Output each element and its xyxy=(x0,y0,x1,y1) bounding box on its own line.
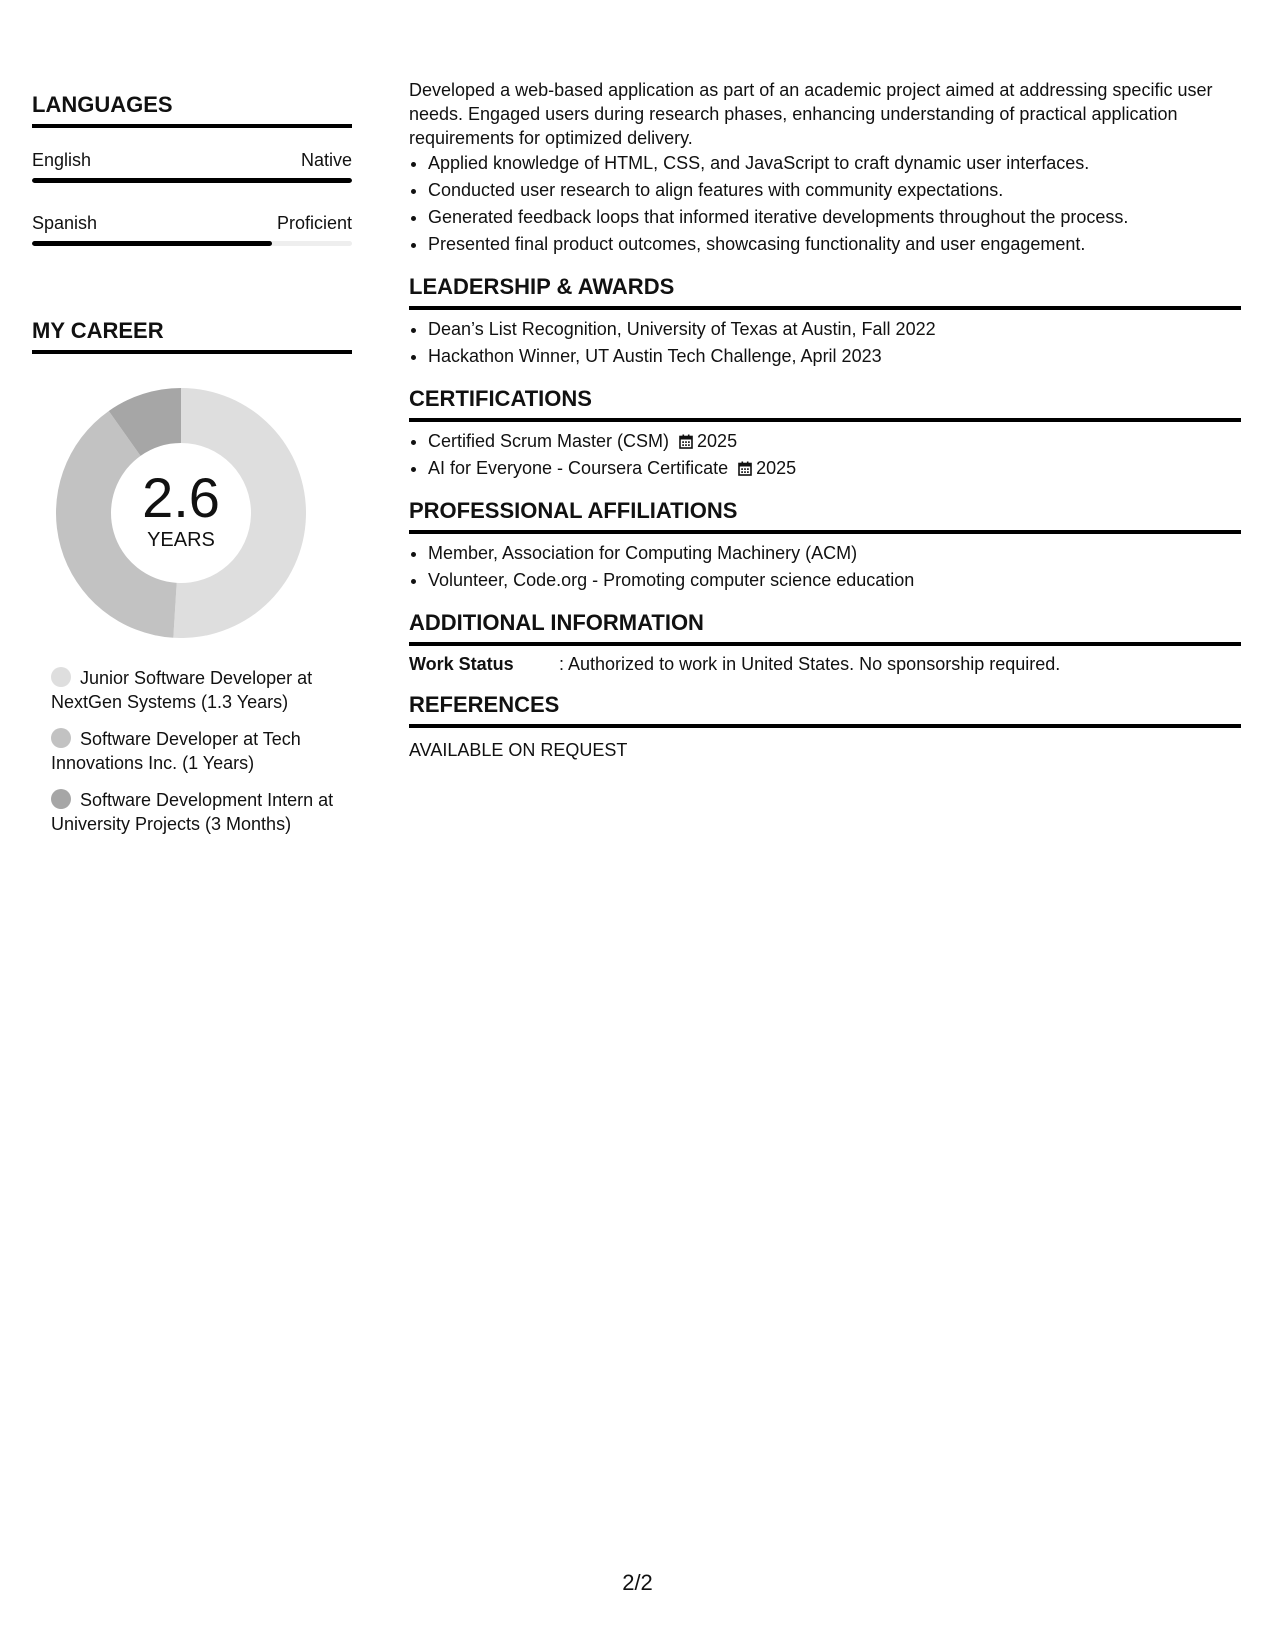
certifications-section xyxy=(409,384,1241,482)
certification-year: 2025 xyxy=(697,431,738,451)
leadership-list xyxy=(409,316,1241,370)
list-item: • Member, Association for Computing Machinery (ACM) xyxy=(428,540,1241,567)
legend-label: Software Development Intern at University Projects (3 Months) xyxy=(51,790,334,834)
right-column xyxy=(409,78,1241,762)
list-item: • Hackathon Winner, UT Austin Tech Challenge, April 2023 xyxy=(428,343,1241,370)
list-item: • Dean’s List Recognition, University of Texas at Austin, Fall 2022 xyxy=(428,316,1241,343)
career-donut-svg xyxy=(56,388,306,638)
calendar-icon xyxy=(679,434,693,449)
language-item xyxy=(32,148,352,183)
language-proficiency-fill xyxy=(32,241,272,246)
languages-title: LANGUAGES xyxy=(32,90,352,128)
project-bullets xyxy=(409,150,1241,258)
list-item: • Applied knowledge of HTML, CSS, and JavaScript to craft dynamic user interfaces. xyxy=(428,150,1241,177)
legend-dot xyxy=(51,728,71,748)
legend-item xyxy=(51,788,341,836)
certification-name: Certified Scrum Master (CSM) xyxy=(428,431,670,451)
donut-slice xyxy=(173,388,306,638)
list-item: • Presented final product outcomes, showcasing functionality and user engagement. xyxy=(428,231,1241,258)
language-proficiency-bar xyxy=(32,178,352,183)
legend-item xyxy=(51,666,341,714)
leadership-title: LEADERSHIP & AWARDS xyxy=(409,272,1241,310)
language-name: Spanish xyxy=(32,213,98,233)
leadership-section xyxy=(409,272,1241,370)
career-total-value: 2.6 xyxy=(142,466,220,529)
career-total-unit: YEARS xyxy=(147,529,215,551)
calendar-icon xyxy=(738,461,752,476)
language-item xyxy=(32,211,352,246)
affiliations-section xyxy=(409,496,1241,594)
language-name: English xyxy=(32,150,92,170)
language-proficiency-bar xyxy=(32,241,352,246)
certification-year: 2025 xyxy=(756,458,797,478)
language-level: Proficient xyxy=(276,213,352,233)
legend-label: Software Developer at Tech Innovations Inc. (1 Years) xyxy=(51,729,301,773)
affiliations-list xyxy=(409,540,1241,594)
career-section xyxy=(32,316,352,836)
career-donut-chart xyxy=(56,388,306,638)
work-status-row xyxy=(409,652,1241,676)
list-item: • Volunteer, Code.org - Promoting computer science education xyxy=(428,567,1241,594)
career-title: MY CAREER xyxy=(32,316,352,354)
list-item: • Generated feedback loops that informed iterative developments throughout the process. xyxy=(428,204,1241,231)
certifications-title: CERTIFICATIONS xyxy=(409,384,1241,422)
legend-dot xyxy=(51,667,71,687)
languages-section xyxy=(32,90,352,246)
additional-info-section xyxy=(409,608,1241,676)
list-item xyxy=(428,455,1241,482)
left-column xyxy=(32,90,352,849)
career-legend xyxy=(51,666,341,836)
project-description: Developed a web-based application as part of an academic project aimed at addressing specific user needs. Engaged users during research phases, enhancing understanding of practical application requirements for optimized delivery. xyxy=(409,80,1213,148)
references-title: REFERENCES xyxy=(409,690,1241,728)
language-proficiency-fill xyxy=(32,178,352,183)
project-section xyxy=(409,78,1241,258)
work-status-label: Work Status xyxy=(409,654,514,674)
affiliations-title: PROFESSIONAL AFFILIATIONS xyxy=(409,496,1241,534)
language-level: Native xyxy=(300,150,352,170)
additional-info-title: ADDITIONAL INFORMATION xyxy=(409,608,1241,646)
list-item xyxy=(428,428,1241,455)
list-item: • Conducted user research to align features with community expectations. xyxy=(428,177,1241,204)
legend-item xyxy=(51,727,341,775)
references-section xyxy=(409,690,1241,762)
certifications-list xyxy=(409,428,1241,482)
certification-name: AI for Everyone - Coursera Certificate xyxy=(428,458,729,478)
page-number: 2/2 xyxy=(622,1570,653,1595)
references-text: AVAILABLE ON REQUEST xyxy=(409,740,628,760)
legend-dot xyxy=(51,789,71,809)
work-status-value: : Authorized to work in United States. No sponsorship required. xyxy=(559,654,1061,674)
legend-label: Junior Software Developer at NextGen Systems (1.3 Years) xyxy=(51,668,313,712)
